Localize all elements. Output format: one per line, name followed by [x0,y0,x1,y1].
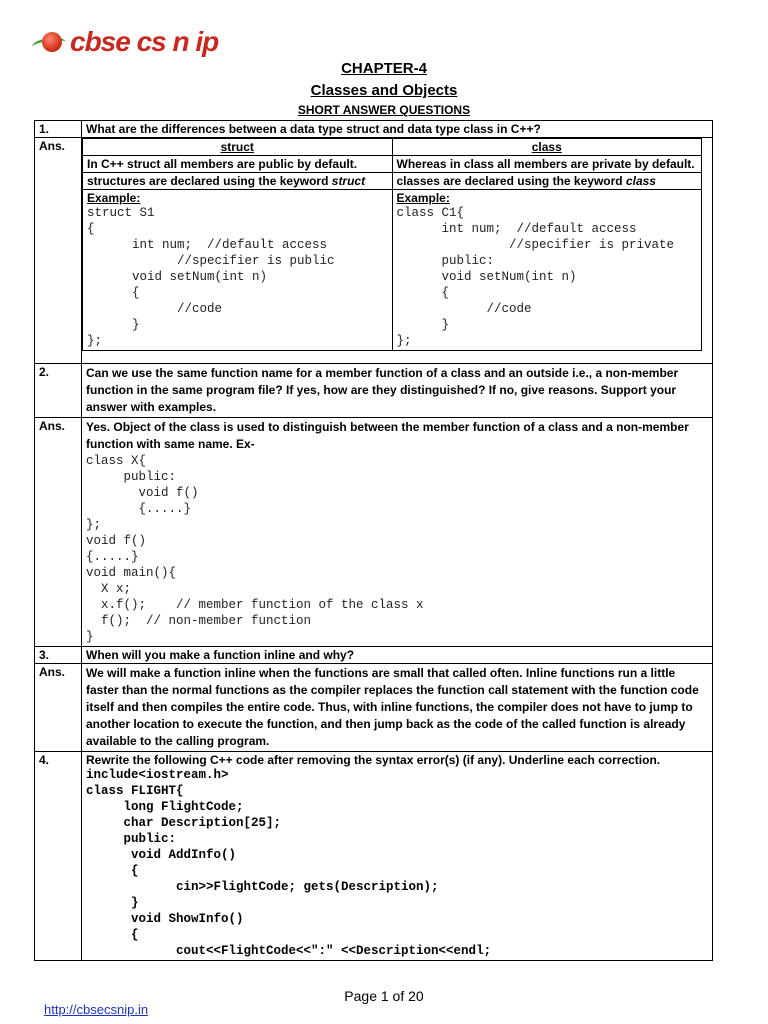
answer-text: Yes. Object of the class is used to distinguish between the member function of a class and a non-member function with same name. Ex- [86,420,689,451]
struct-keyword: struct [331,174,366,188]
comparison-table [82,138,702,351]
struct-example-label: Example: [87,191,141,205]
question-text: Can we use the same function name for a member function of a class and an outside i.e., a non-member function in the same program file? If yes, how are they distinguished? If no, give reasons. Support your answer with examples. [82,364,713,418]
page-number: Page 1 of 20 [344,988,424,1004]
class-keyword-cell [392,173,702,190]
website-link[interactable]: http://cbsecsnip.in [44,1002,149,1017]
answer-label: Ans. [35,664,82,752]
chapter-heading: CHAPTER-4 [341,60,427,77]
question-code: include<iostream.h> class FLIGHT{ long FlightCode; char Description[25]; public: void AddInfo() { cin>>FlightCode; gets(Description); } void ShowInfo() { cout<<FlightCode<<":" <<Description<<endl; [86,768,492,958]
answer-code: class X{ public: void f() {.....} }; void f() {.....} void main(){ X x; x.f(); // member function of the class x f(); // non-member function } [86,454,424,644]
page-title: Classes and Objects [310,82,458,99]
class-default-access: Whereas in class all members are private by default. [392,156,702,173]
answer-row-1 [35,138,713,364]
question-number: 3. [35,647,82,664]
class-example-label: Example: [396,191,450,205]
struct-keyword-text: structures are declared using the keyword [87,174,332,188]
class-example-cell [392,190,702,351]
answer-label: Ans. [35,138,82,364]
answer-label: Ans. [35,418,82,647]
question-text: When will you make a function inline and why? [82,647,713,664]
struct-column-header: struct [83,139,393,156]
question-row-4 [35,752,713,961]
question-row-1 [35,121,713,138]
section-subtitle: SHORT ANSWER QUESTIONS [297,103,471,117]
struct-default-access: In C++ struct all members are public by default. [83,156,393,173]
question-row-2 [35,364,713,418]
class-keyword-text: classes are declared using the keyword [396,174,626,188]
class-keyword: class [625,174,656,188]
answer-text: We will make a function inline when the functions are small that called often. Inline functions run a little faster than the normal functions as the compiler replaces the function call statement with the function code itself and then compiles the entire code. Thus, with inline functions, the compiler does not have to jump to another location to execute the function, and then jump back as the code of the called function is already available to the calling program. [82,664,713,752]
question-text: Rewrite the following C++ code after removing the syntax error(s) (if any). Underline each correction. [86,753,661,767]
question-number: 2. [35,364,82,418]
struct-example-cell [83,190,393,351]
questions-table [34,120,713,961]
answer-row-2 [35,418,713,647]
logo-ball-icon [32,28,68,56]
question-number: 4. [35,752,82,961]
answer-row-3 [35,664,713,752]
struct-keyword-cell [83,173,393,190]
logo-text: cbse cs n ip [70,26,219,57]
question-text: What are the differences between a data type struct and data type class in C++? [82,121,713,138]
site-logo [32,24,218,60]
struct-example-code: struct S1 { int num; //default access //specifier is public void setNum(int n) { //code } }; [87,206,335,348]
question-row-3 [35,647,713,664]
class-column-header: class [392,139,702,156]
class-example-code: class C1{ int num; //default access //specifier is private public: void setNum(int n) { //code } }; [396,206,675,348]
question-number: 1. [35,121,82,138]
